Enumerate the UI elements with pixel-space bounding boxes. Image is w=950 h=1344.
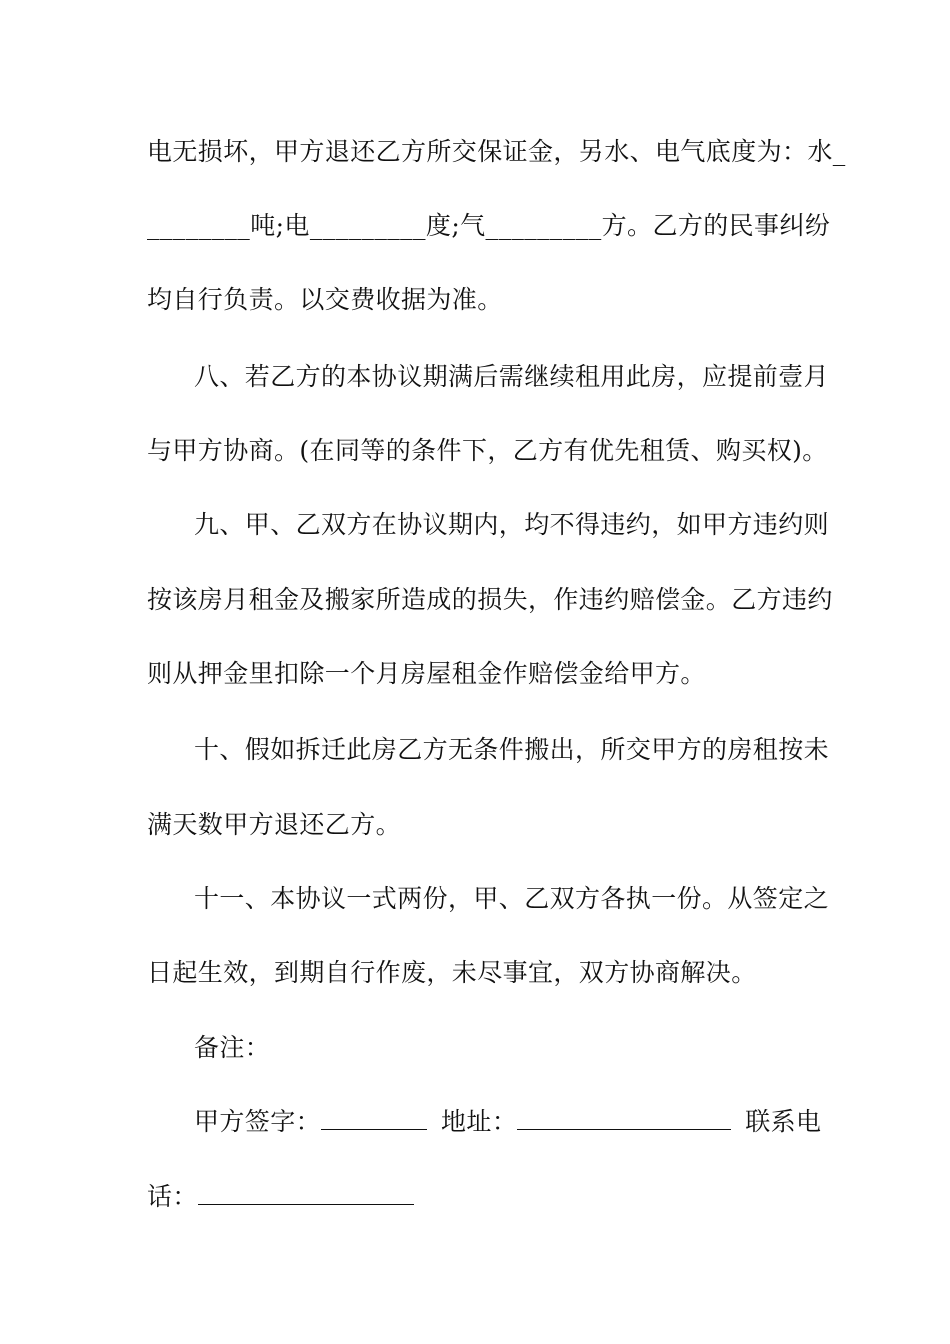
phone-label-part1: 联系电 [745,1107,822,1136]
paragraph-line-1: 电无损坏，甲方退还乙方所交保证金，另水、电气底度为：水_ [147,137,846,166]
paragraph-line-2: ________吨;电_________度;气_________方。乙方的民事纠纷 [147,211,831,240]
phone-label-part2: 话： [147,1182,198,1211]
address-blank[interactable] [517,1107,731,1130]
clause-9-line-3: 则从押金里扣除一个月房屋租金作赔偿金给甲方。 [147,659,706,688]
party-a-signature-blank[interactable] [321,1107,427,1130]
remarks-label: 备注： [194,1033,271,1062]
clause-8-line-2: 与甲方协商。(在同等的条件下，乙方有优先租赁、购买权)。 [147,436,828,465]
paragraph-line-3: 均自行负责。以交费收据为准。 [147,285,503,314]
clause-9-line-2: 按该房月租金及搬家所造成的损失，作违约赔偿金。乙方违约 [147,585,833,614]
phone-blank[interactable] [198,1182,414,1205]
phone-line [147,1181,414,1213]
signature-line [194,1106,821,1138]
clause-10-line-2: 满天数甲方退还乙方。 [147,810,402,839]
clause-11-line-2: 日起生效，到期自行作废，未尽事宜，双方协商解决。 [147,958,757,987]
clause-10-line-1: 十、假如拆迁此房乙方无条件搬出，所交甲方的房租按未 [194,735,830,764]
address-label: 地址： [441,1107,518,1136]
clause-9-line-1: 九、甲、乙双方在协议期内，均不得违约，如甲方违约则 [194,510,830,539]
clause-11-line-1: 十一、本协议一式两份，甲、乙双方各执一份。从签定之 [194,884,830,913]
party-a-signature-label: 甲方签字： [194,1107,322,1136]
clause-8-line-1: 八、若乙方的本协议期满后需继续租用此房，应提前壹月 [194,362,830,391]
